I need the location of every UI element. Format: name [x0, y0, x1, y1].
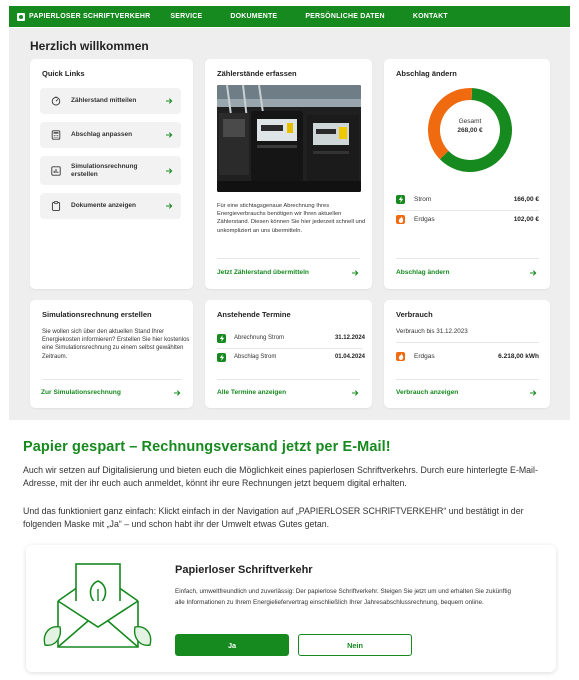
consumption-name: Erdgas	[414, 352, 435, 360]
quick-link-zaehlerstand[interactable]	[40, 88, 181, 114]
lightning-icon	[217, 334, 226, 343]
flame-icon	[396, 215, 405, 224]
nav-link-dokumente[interactable]: DOKUMENTE	[230, 13, 278, 20]
promo-description: Einfach, umweltfreundlich und zuverlässig: Der papierlose Schriftverkehr. Steigen Sie jetzt um und erhalten Sie zukünftig alle Informationen zu Ihrem Energieliefervertrag einschließlich Ihrer Jahresabschlussrechnung, bequem online.	[175, 588, 512, 606]
installment-name: Erdgas	[414, 215, 435, 223]
consumption-row-erdgas	[396, 350, 539, 362]
gauge-icon	[51, 96, 61, 106]
quick-links-card	[30, 59, 193, 289]
yes-button[interactable]: Ja	[175, 634, 289, 656]
appointment-name: Abschlag Strom	[234, 354, 277, 360]
lightning-icon	[217, 353, 226, 362]
lightning-icon	[396, 195, 405, 204]
arrow-right-icon[interactable]	[351, 269, 359, 277]
consumption-card-title: Verbrauch	[396, 310, 433, 319]
envelope-leaf-icon	[42, 559, 154, 659]
divider	[396, 342, 539, 343]
article-paragraph-2: Und das funktioniert ganz einfach: Klickt einfach in der Navigation auf „PAPIERLOSER SCHRIFTVERKEHR“ und bestätigt in der folgenden Maske mit „Ja“ – und schon habt ihr der Umwelt etwas Gutes getan.	[23, 506, 524, 529]
divider	[217, 348, 362, 349]
divider	[217, 379, 360, 380]
arrow-right-icon	[165, 202, 173, 210]
meter-description: Für eine stichtagsgenaue Abrechnung Ihres Energieverbrauchs benötigen wir Ihren aktuellen Zählerstand. Diesen können Sie hier jederzeit schnell und unkompliziert an uns übermitteln.	[217, 203, 366, 234]
quick-link-label-line: Simulationsrechnung erstellen	[71, 162, 138, 178]
appointment-row	[217, 332, 365, 344]
simulation-description: Sie wollen sich über den aktuellen Stand Ihrer Energiekosten informieren? Erstellen Sie hier kostenlos eine Simulationsrechnung zu einem selbst gewählten Zeitraum.	[42, 329, 190, 360]
installment-card	[384, 59, 550, 289]
meter-card	[205, 59, 372, 289]
donut-center	[440, 118, 500, 134]
installment-card-title: Abschlag ändern	[396, 69, 457, 78]
all-appointments-link[interactable]: Alle Termine anzeigen	[217, 389, 287, 396]
clipboard-icon	[51, 201, 61, 211]
nav-link-service[interactable]: SERVICE	[170, 13, 203, 20]
arrow-right-icon[interactable]	[529, 269, 537, 277]
no-button[interactable]: Nein	[298, 634, 412, 656]
appointments-card	[205, 300, 372, 408]
donut-center-value: 268,00 €	[457, 127, 483, 134]
flame-icon	[396, 352, 405, 361]
appointment-name: Abrechnung Strom	[234, 335, 285, 341]
electricity-meter-photo	[217, 85, 361, 192]
quick-link-abschlag[interactable]	[40, 122, 181, 148]
arrow-right-icon	[165, 97, 173, 105]
leaf-logo-icon	[17, 13, 25, 21]
consumption-value: 6.218,00 kWh	[498, 352, 539, 360]
top-navigation	[9, 6, 570, 27]
arrow-right-icon[interactable]	[529, 389, 537, 397]
installment-row-erdgas	[396, 213, 539, 225]
arrow-right-icon[interactable]	[351, 389, 359, 397]
quick-link-simulation[interactable]	[40, 156, 181, 185]
divider	[42, 379, 182, 380]
divider	[396, 379, 539, 380]
donut-center-label: Gesamt	[458, 118, 482, 125]
article-paragraph-1: Auch wir setzen auf Digitalisierung und bieten euch die Möglichkeit eines papierlosen Schriftverkehrs. Durch eure hinterlegte E-Mail-Adresse, mit der ihr euch auch anmeldet, könnt ihr eure Rechnungen jetzt bequem digital erhalten.	[23, 465, 538, 488]
quick-link-label: Zählerstand mitteilen	[71, 97, 137, 104]
change-installment-link[interactable]: Abschlag ändern	[396, 269, 450, 276]
page-title: Herzlich willkommen	[30, 39, 149, 53]
consumption-subtitle: Verbrauch bis 31.12.2023	[396, 328, 468, 335]
installment-row-strom	[396, 193, 539, 205]
promo-title: Papierloser Schriftverkehr	[175, 564, 313, 576]
nav-link-kontakt[interactable]: KONTAKT	[412, 13, 448, 20]
appointment-row	[217, 351, 365, 363]
divider	[217, 258, 360, 259]
show-consumption-link[interactable]: Verbrauch anzeigen	[396, 389, 459, 396]
consumption-card	[384, 300, 550, 408]
installment-value: 166,00 €	[513, 195, 539, 203]
meter-card-title: Zählerstände erfassen	[217, 69, 297, 78]
arrow-right-icon[interactable]	[173, 389, 181, 397]
quick-link-label: Dokumente anzeigen	[71, 202, 137, 209]
nav-link-persoenliche-daten[interactable]: PERSÖNLICHE DATEN	[305, 13, 385, 20]
calculator-icon	[51, 130, 61, 140]
appointments-card-title: Anstehende Termine	[217, 310, 291, 319]
chart-icon	[51, 166, 61, 176]
installment-name: Strom	[414, 195, 432, 203]
arrow-right-icon	[165, 167, 173, 175]
quick-link-dokumente[interactable]	[40, 193, 181, 219]
nav-link-papierloser-schriftverkehr[interactable]: PAPIERLOSER SCHRIFTVERKEHR	[29, 13, 151, 20]
simulation-link[interactable]: Zur Simulationsrechnung	[41, 389, 121, 396]
quick-links-title: Quick Links	[42, 69, 85, 78]
article-headline: Papier gespart – Rechnungsversand jetzt per E-Mail!	[23, 439, 391, 455]
appointment-date: 01.04.2024	[334, 354, 365, 360]
quick-link-label: Abschlag anpassen	[71, 131, 133, 138]
simulation-card-title: Simulationsrechnung erstellen	[42, 310, 152, 319]
submit-meter-reading-link[interactable]: Jetzt Zählerstand übermitteln	[217, 269, 309, 276]
paperless-promo-box	[26, 545, 556, 672]
installment-value: 102,00 €	[513, 215, 539, 223]
arrow-right-icon	[165, 131, 173, 139]
quick-link-label	[71, 163, 165, 179]
appointment-date: 31.12.2024	[334, 335, 365, 341]
simulation-card	[30, 300, 193, 408]
divider	[396, 258, 539, 259]
divider	[396, 210, 539, 211]
